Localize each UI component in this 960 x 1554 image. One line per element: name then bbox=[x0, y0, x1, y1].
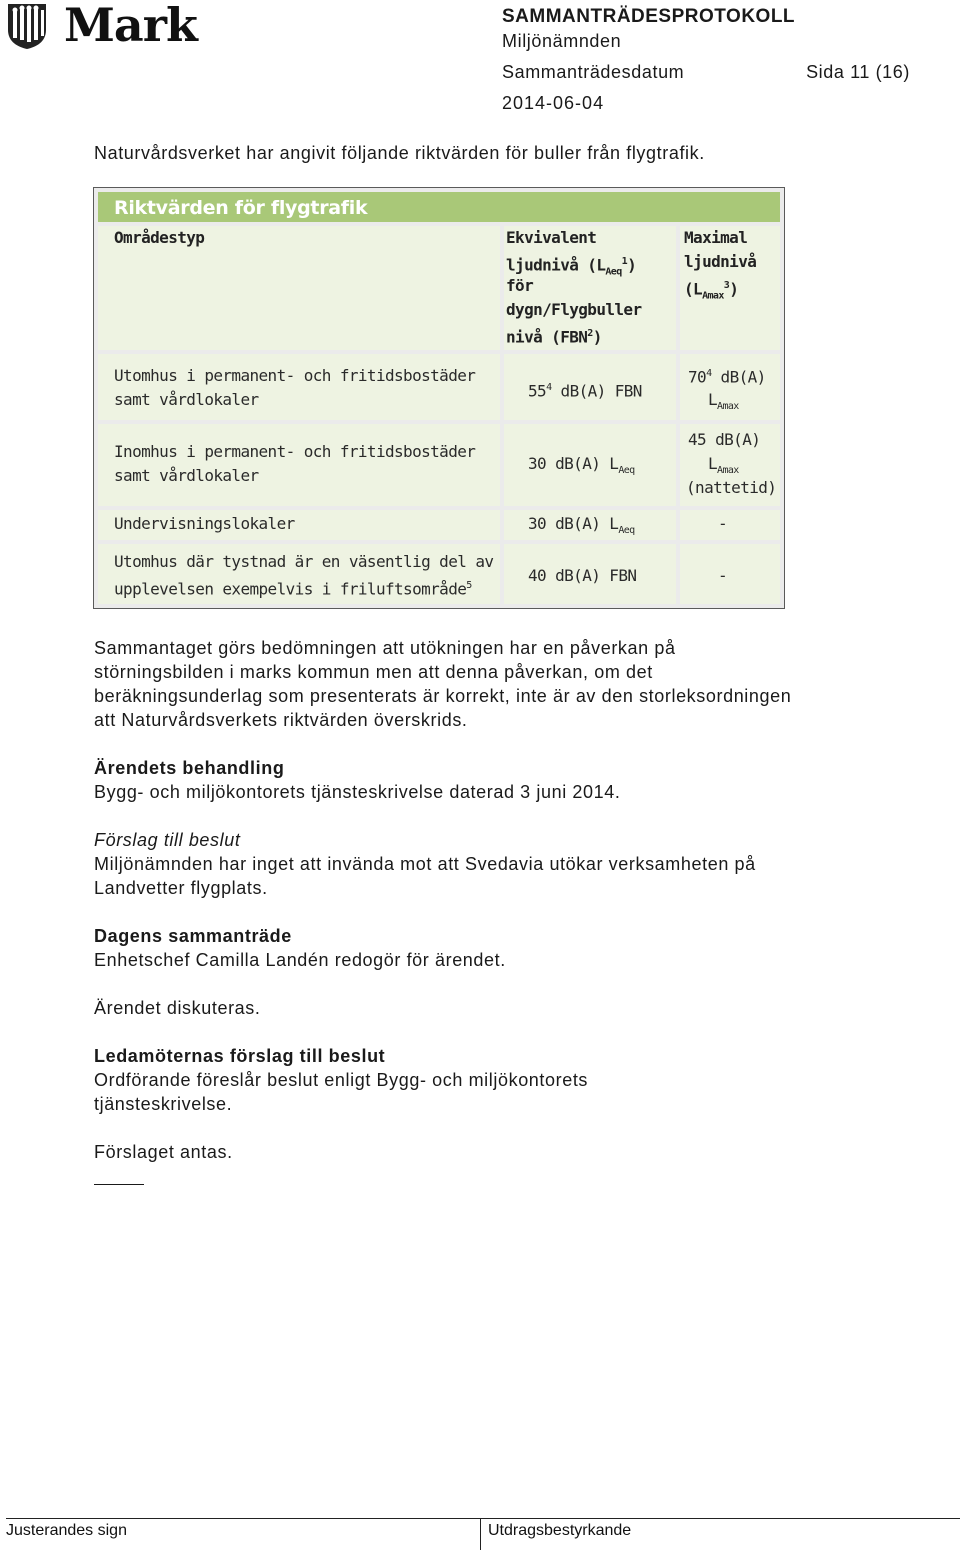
table-title: Riktvärden för flygtrafik bbox=[114, 197, 368, 219]
header-max-line3: $(L_{Amax}^3)$ bbox=[684, 279, 739, 302]
handling-heading: Ärendets behandling bbox=[94, 758, 285, 778]
meeting-date: 2014-06-04 bbox=[502, 93, 605, 113]
row1-max-unit: $L_{Amax}$ bbox=[708, 390, 739, 413]
row2-max-unit: $L_{Amax}$ bbox=[708, 454, 739, 477]
table-row-2-equivalent bbox=[504, 424, 676, 506]
document-header bbox=[502, 6, 910, 114]
meeting-text: Enhetschef Camilla Landén redogör för ärendet. bbox=[94, 950, 506, 970]
assessment-line-2: störningsbilden i marks kommun men att denna påverkan, om det bbox=[94, 662, 653, 682]
committee-name: Miljönämnden bbox=[502, 31, 622, 51]
table-row-3-equivalent bbox=[504, 510, 676, 540]
row1-eq-value: $55^4$ dB(A) FBN bbox=[528, 381, 642, 401]
adopted-text: Förslaget antas. bbox=[94, 1142, 233, 1162]
handling-text: Bygg- och miljökontorets tjänsteskrivelse daterad 3 juni 2014. bbox=[94, 782, 621, 802]
row1-area-line2: samt vårdlokaler bbox=[114, 390, 259, 409]
proposal-line-2: Landvetter flygplats. bbox=[94, 878, 268, 898]
row4-area-line2: upplevelsen exempelvis i friluftsområde$^5$ bbox=[114, 579, 472, 599]
municipal-coat-of-arms-icon bbox=[6, 2, 48, 50]
row1-area-line1: Utomhus i permanent- och fritidsbostäder bbox=[114, 366, 476, 385]
noise-guideline-table bbox=[93, 187, 785, 609]
meeting-heading: Dagens sammanträde bbox=[94, 926, 292, 946]
header-eq-line4: dygn/Flygbuller bbox=[506, 300, 642, 319]
header-eq-line3: för bbox=[506, 276, 534, 295]
header-cell-maximal bbox=[680, 226, 780, 350]
header-eq-line1: Ekvivalent bbox=[506, 228, 597, 247]
footer-rule bbox=[6, 1518, 960, 1519]
members-line-1: Ordförande föreslår beslut enligt Bygg- och miljökontorets bbox=[94, 1070, 589, 1090]
row2-max-value: 45 dB(A) bbox=[688, 430, 761, 449]
proposal-line-1: Miljönämnden har inget att invända mot att Svedavia utökar verksamheten på bbox=[94, 854, 756, 874]
table-title-bar bbox=[98, 192, 780, 222]
section-end-rule bbox=[94, 1184, 144, 1185]
table-row-4-equivalent bbox=[504, 544, 676, 604]
row4-eq-value: 40 dB(A) FBN bbox=[528, 566, 637, 585]
row3-eq-value: 30 dB(A) $L_{Aeq}$ bbox=[528, 514, 635, 537]
row3-max-value: - bbox=[718, 514, 728, 533]
row4-area-line1: Utomhus där tystnad är en väsentlig del av bbox=[114, 552, 494, 571]
row2-max-note: (nattetid) bbox=[686, 478, 777, 497]
row4-max-value: - bbox=[718, 566, 728, 585]
members-heading: Ledamöternas förslag till beslut bbox=[94, 1046, 386, 1066]
meeting-date-label: Sammanträdesdatum bbox=[502, 62, 685, 82]
intro-paragraph: Naturvårdsverket har angivit följande riktvärden för buller från flygtrafik. bbox=[94, 143, 705, 163]
row2-area-line1: Inomhus i permanent- och fritidsbostäder bbox=[114, 442, 476, 461]
table-row-1-equivalent bbox=[504, 354, 676, 420]
table-row-2-maximal bbox=[680, 424, 780, 506]
table-row-4-area bbox=[98, 544, 500, 604]
assessment-line-4: att Naturvårdsverkets riktvärden överskrids. bbox=[94, 710, 468, 730]
row2-eq-value: 30 dB(A) $L_{Aeq}$ bbox=[528, 454, 635, 477]
assessment-line-3: beräkningsunderlag som presenterats är korrekt, inte är av den storleksordningen bbox=[94, 686, 792, 706]
header-eq-line5: nivå (FBN$^2$) bbox=[506, 327, 602, 347]
table-row-3-maximal bbox=[680, 510, 780, 540]
header-max-line1: Maximal bbox=[684, 228, 748, 247]
header-area-label: Områdestyp bbox=[114, 228, 205, 247]
header-meta-row bbox=[502, 61, 910, 83]
footer-certification-label: Utdragsbestyrkande bbox=[488, 1522, 632, 1539]
header-eq-line2: ljudnivå $(L_{Aeq}^1)$ bbox=[506, 255, 637, 278]
table-row-3-area bbox=[98, 510, 500, 540]
header-cell-equivalent bbox=[504, 226, 676, 350]
table-row-4-maximal bbox=[680, 544, 780, 604]
row1-max-value: $70^4$ dB(A) bbox=[688, 367, 766, 387]
table-row-1-maximal bbox=[680, 354, 780, 420]
municipality-logo bbox=[6, 2, 196, 52]
discussed-text: Ärendet diskuteras. bbox=[94, 998, 261, 1018]
table-row-2-area bbox=[98, 424, 500, 506]
page-number: Sida 11 (16) bbox=[806, 62, 910, 82]
document-type: SAMMANTRÄDESPROTOKOLL bbox=[502, 6, 796, 27]
footer-signature-label: Justerandes sign bbox=[6, 1522, 127, 1539]
proposal-heading: Förslag till beslut bbox=[94, 830, 241, 850]
row3-area-line1: Undervisningslokaler bbox=[114, 514, 295, 533]
header-cell-area bbox=[98, 226, 500, 350]
table-row-1-area bbox=[98, 354, 500, 420]
row2-area-line2: samt vårdlokaler bbox=[114, 466, 259, 485]
header-max-line2: ljudnivå bbox=[684, 252, 757, 271]
footer-divider bbox=[480, 1518, 481, 1550]
assessment-line-1: Sammantaget görs bedömningen att utökningen har en påverkan på bbox=[94, 638, 676, 658]
logo-wordmark: Mark bbox=[64, 0, 197, 52]
members-line-2: tjänsteskrivelse. bbox=[94, 1094, 233, 1114]
